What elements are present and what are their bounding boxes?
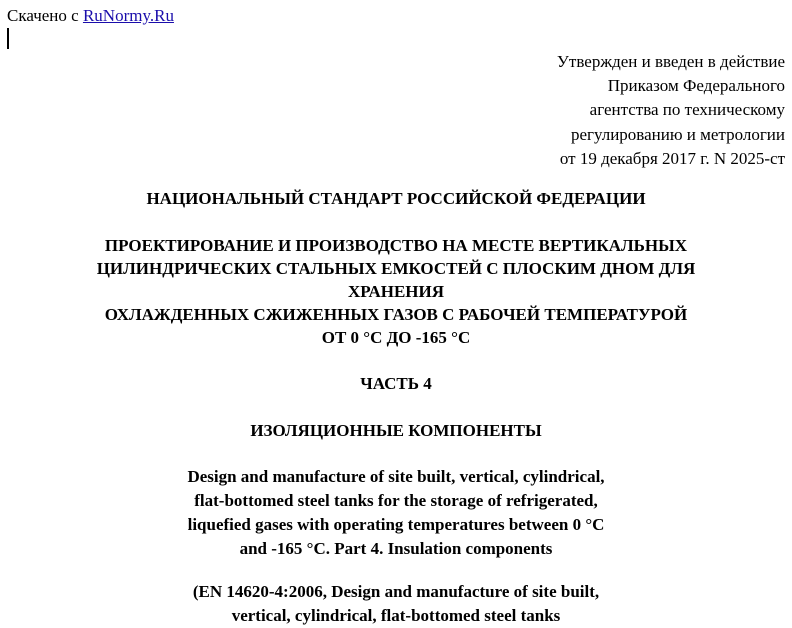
- en-reference-line: (EN 14620-4:2006, Design and manufacture of site built,: [192, 582, 600, 601]
- title-line: ОТ 0 °С ДО -165 °С: [321, 328, 471, 347]
- title-line: ПРОЕКТИРОВАНИЕ И ПРОИЗВОДСТВО НА МЕСТЕ ВЕРТИКАЛЬНЫХ: [104, 236, 688, 255]
- english-title-line: liquefied gases with operating temperatures between 0 °C: [187, 515, 605, 534]
- source-site-link[interactable]: RuNormy.Ru: [82, 6, 174, 25]
- approval-line: Утвержден и введен в действие: [556, 52, 785, 71]
- english-title-line: flat-bottomed steel tanks for the storage of refrigerated,: [194, 491, 598, 510]
- approval-line: агентства по техническому: [589, 100, 785, 120]
- part-number-heading: [0, 372, 792, 395]
- en-reference-line: vertical, cylindrical, flat-bottomed steel tanks: [231, 606, 561, 625]
- approval-line: регулированию и метрологии: [570, 124, 785, 144]
- title-line: ХРАНЕНИЯ: [347, 282, 445, 301]
- standard-type-heading: [0, 187, 792, 210]
- en-standard-reference: [0, 580, 792, 628]
- part-title-text: ИЗОЛЯЦИОННЫЕ КОМПОНЕНТЫ: [250, 421, 542, 440]
- download-source-line: [7, 5, 174, 27]
- english-title-line: and -165 °C. Part 4. Insulation components: [239, 539, 553, 558]
- standard-type-text: НАЦИОНАЛЬНЫЙ СТАНДАРТ РОССИЙСКОЙ ФЕДЕРАЦИИ: [146, 189, 646, 208]
- part-number-text: ЧАСТЬ 4: [360, 374, 432, 393]
- approval-block: [557, 50, 785, 171]
- approval-line: от 19 декабря 2017 г. N 2025-ст: [559, 148, 785, 168]
- document-title: [0, 234, 792, 349]
- download-source-prefix: Скачено с: [7, 6, 79, 25]
- title-line: ЦИЛИНДРИЧЕСКИХ СТАЛЬНЫХ ЕМКОСТЕЙ С ПЛОСКИМ ДНОМ ДЛЯ: [96, 259, 696, 278]
- text-cursor: [7, 28, 9, 49]
- approval-line: Приказом Федерального: [607, 76, 785, 96]
- english-title: [0, 465, 792, 561]
- part-title-heading: [0, 419, 792, 442]
- title-line: ОХЛАЖДЕННЫХ СЖИЖЕННЫХ ГАЗОВ С РАБОЧЕЙ ТЕМПЕРАТУРОЙ: [104, 305, 688, 324]
- english-title-line: Design and manufacture of site built, vertical, cylindrical,: [187, 467, 605, 486]
